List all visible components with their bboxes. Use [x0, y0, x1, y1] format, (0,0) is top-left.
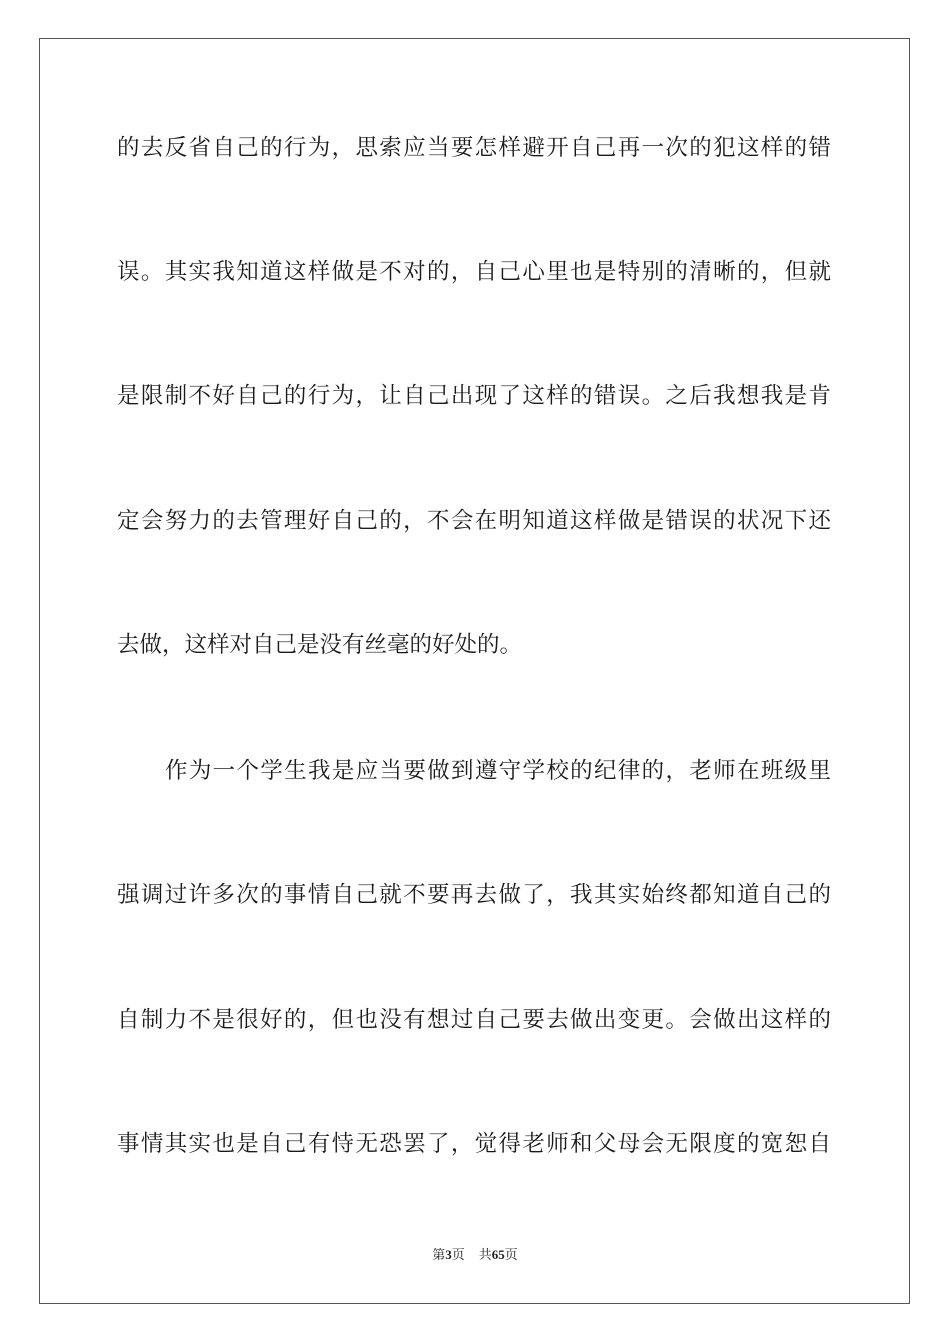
body-text-line: 误。其实我知道这样做是不对的，自己心里也是特别的清晰的，但就: [117, 259, 831, 285]
body-text-line: 的去反省自己的行为，思索应当要怎样避开自己再一次的犯这样的错: [117, 135, 831, 161]
page-number: 3: [445, 1247, 452, 1262]
page-suffix: 页: [451, 1248, 465, 1263]
paragraph-first-line: 作为一个学生我是应当要做到遵守学校的纪律的，老师在班级里: [165, 758, 831, 784]
body-text-line: 强调过许多次的事情自己就不要再去做了，我其实始终都知道自己的: [117, 882, 831, 908]
body-text-line: 事情其实也是自己有恃无恐罢了，觉得老师和父母会无限度的宽恕自: [117, 1131, 831, 1157]
body-text-line: 是限制不好自己的行为，让自己出现了这样的错误。之后我想我是肯: [117, 383, 831, 409]
body-text-line: 定会努力的去管理好自己的，不会在明知道这样做是错误的状况下还: [117, 508, 831, 534]
total-suffix: 页: [504, 1248, 518, 1263]
body-text-line: 自制力不是很好的，但也没有想过自己要去做出变更。会做出这样的: [117, 1007, 831, 1033]
total-pages: 65: [491, 1247, 505, 1262]
page-prefix: 第: [432, 1248, 446, 1263]
page-footer: [0, 1246, 950, 1265]
body-text-line: 去做，这样对自己是没有丝毫的好处的。: [117, 632, 523, 658]
total-prefix: 共: [478, 1248, 492, 1263]
page-border: [39, 38, 910, 1304]
